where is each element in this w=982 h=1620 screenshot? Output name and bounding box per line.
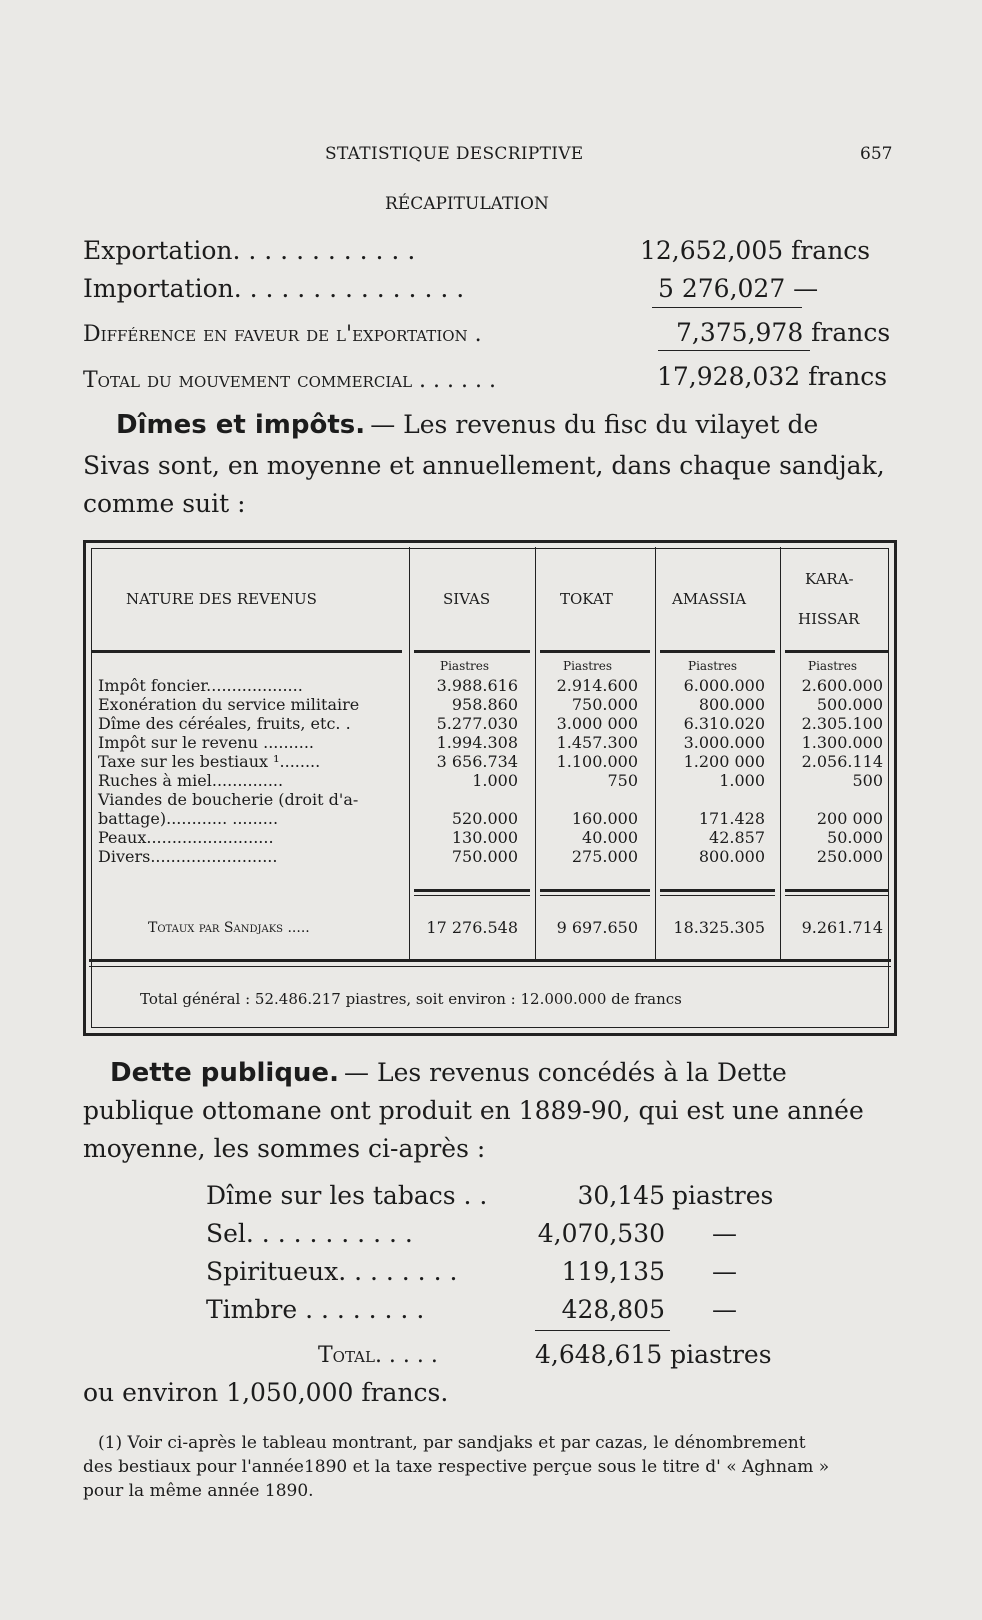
cell-amassia: 1.200 000 (683, 752, 765, 771)
cell-sivas: 958.860 (451, 695, 518, 714)
total-rule-kara-a (785, 889, 889, 892)
cell-amassia: 6.310.020 (683, 714, 765, 733)
cell-sivas: 3.988.616 (436, 676, 518, 695)
total-rule-tokat-a (540, 889, 650, 892)
footnote-line1: (1) Voir ci-après le tableau montrant, par sandjaks et par cazas, le dénombrement (98, 1433, 806, 1453)
grand-total: Total général : 52.486.217 piastres, soit environ : 12.000.000 de francs (140, 990, 682, 1008)
header-kara-line1: KARA- (805, 570, 854, 588)
cell-tokat: 2.914.600 (556, 676, 638, 695)
dette-line2: publique ottomane ont produit en 1889-90, qui est une année (83, 1096, 864, 1125)
dette-line1-text: — Les revenus concédés à la Dette (344, 1058, 787, 1087)
cell-tokat: 3.000 000 (556, 714, 638, 733)
cell-kara: 50.000 (827, 828, 883, 847)
grand-total-rule-top-thin (89, 966, 891, 967)
total-rule-kara-b (785, 895, 889, 896)
cell-kara: 500 (852, 771, 883, 790)
row-label: battage)............ ......... (98, 809, 279, 828)
cell-tokat: 160.000 (571, 809, 638, 828)
dimes-line2: Sivas sont, en moyenne et annuellement, dans chaque sandjak, (83, 451, 885, 480)
row-label: Taxe sur les bestiaux ¹........ (98, 752, 321, 771)
row-label: Exonération du service militaire (98, 695, 360, 714)
dette-total-label: Total. . . . . (318, 1343, 438, 1368)
dette-conclusion: ou environ 1,050,000 francs. (83, 1378, 449, 1407)
cell-amassia: 1.000 (719, 771, 765, 790)
cell-kara: 250.000 (816, 847, 883, 866)
dimes-line3: comme suit : (83, 489, 246, 518)
recap-export-value: 12,652,005 francs (640, 236, 871, 265)
cell-amassia: 171.428 (698, 809, 765, 828)
dette-row-label: Spiritueux. . . . . . . . (206, 1257, 458, 1286)
dette-row-value: 119,135 (561, 1257, 665, 1286)
recap-rule-2 (658, 350, 810, 351)
cell-sivas: 1.000 (472, 771, 518, 790)
dette-row-value: 30,145 (577, 1181, 665, 1210)
cell-tokat: 1.100.000 (556, 752, 638, 771)
cell-tokat: 1.457.300 (556, 733, 638, 752)
cell-tokat: 750 (607, 771, 638, 790)
header-amassia: AMASSIA (672, 590, 747, 608)
dette-heading: Dette publique. (110, 1058, 339, 1088)
total-kara: 9.261.714 (801, 918, 883, 937)
dette-paragraph-line1 (110, 1058, 787, 1088)
recap-title: RÉCAPITULATION (385, 194, 549, 214)
dette-row-unit: — (712, 1257, 737, 1286)
header-rule-amassia (660, 650, 775, 653)
header-nature: NATURE DES REVENUS (126, 590, 317, 608)
total-tokat: 9 697.650 (556, 918, 638, 937)
grand-total-rule-top (89, 959, 891, 962)
unit-amassia: Piastres (688, 659, 738, 673)
cell-kara: 200 000 (816, 809, 883, 828)
cell-amassia: 800.000 (698, 847, 765, 866)
header-rule-kara (785, 650, 889, 653)
dette-row-label: Dîme sur les tabacs . . (206, 1181, 488, 1210)
unit-tokat: Piastres (563, 659, 613, 673)
dette-row-label: Sel. . . . . . . . . . . (206, 1219, 413, 1248)
row-label: Divers......................... (98, 847, 278, 866)
dimes-heading: Dîmes et impôts. (116, 410, 366, 440)
recap-difference-value: 7,375,978 francs (676, 318, 891, 347)
cell-amassia: 6.000.000 (683, 676, 765, 695)
total-rule-amassia-a (660, 889, 775, 892)
cell-amassia: 42.857 (709, 828, 765, 847)
row-label: Ruches à miel.............. (98, 771, 284, 790)
recap-total-value: 17,928,032 francs (657, 362, 888, 391)
col-divider-2 (535, 547, 536, 959)
footnote-line3: pour la même année 1890. (83, 1481, 314, 1501)
total-sivas: 17 276.548 (426, 918, 518, 937)
cell-tokat: 750.000 (571, 695, 638, 714)
dette-row-unit: — (712, 1219, 737, 1248)
cell-sivas: 3 656.734 (436, 752, 518, 771)
cell-kara: 1.300.000 (801, 733, 883, 752)
row-label: Peaux......................... (98, 828, 274, 847)
dette-row-unit: piastres (672, 1181, 774, 1210)
header-tokat: TOKAT (560, 590, 613, 608)
cell-sivas: 750.000 (451, 847, 518, 866)
col-divider-1 (409, 547, 410, 959)
cell-sivas: 1.994.308 (436, 733, 518, 752)
total-rule-tokat-b (540, 895, 650, 896)
cell-kara: 2.056.114 (801, 752, 883, 771)
recap-import-label: Importation. . . . . . . . . . . . . . . (83, 274, 465, 303)
dette-row-value: 428,805 (561, 1295, 665, 1324)
row-label: Impôt foncier................... (98, 676, 303, 695)
cell-sivas: 130.000 (451, 828, 518, 847)
total-amassia: 18.325.305 (673, 918, 765, 937)
dette-row-unit: — (712, 1295, 737, 1324)
cell-amassia: 3.000.000 (683, 733, 765, 752)
header-rule-nature (92, 650, 402, 653)
dimes-line1-text: — Les revenus du fisc du vilayet de (370, 410, 819, 439)
totals-label: Totaux par Sandjaks ..... (148, 920, 310, 936)
row-label: Dîme des céréales, fruits, etc. . (98, 714, 351, 733)
footnote-line2: des bestiaux pour l'année1890 et la taxe respective perçue sous le titre d' « Aghnam » (83, 1457, 830, 1477)
header-kara-line2: HISSAR (798, 610, 860, 628)
dette-total-value: 4,648,615 piastres (535, 1340, 772, 1369)
recap-total-label: Total du mouvement commercial . . . . . . (83, 368, 496, 393)
page-header-title: STATISTIQUE DESCRIPTIVE (325, 144, 584, 164)
cell-kara: 2.600.000 (801, 676, 883, 695)
col-divider-4 (780, 547, 781, 959)
cell-amassia: 800.000 (698, 695, 765, 714)
dette-line3: moyenne, les sommes ci-après : (83, 1134, 486, 1163)
header-rule-sivas (414, 650, 530, 653)
recap-import-value: 5 276,027 — (658, 274, 819, 303)
cell-sivas: 5.277.030 (436, 714, 518, 733)
row-label: Viandes de boucherie (droit d'a- (98, 790, 359, 809)
dette-sum-rule (535, 1330, 670, 1331)
header-rule-tokat (540, 650, 650, 653)
total-rule-sivas-a (414, 889, 530, 892)
recap-difference-label: Différence en faveur de l'exportation . (83, 322, 482, 347)
header-sivas: SIVAS (443, 590, 491, 608)
page-number: 657 (860, 144, 893, 164)
unit-sivas: Piastres (440, 659, 490, 673)
dette-row-label: Timbre . . . . . . . . (206, 1295, 425, 1324)
dette-row-value: 4,070,530 (537, 1219, 665, 1248)
dimes-paragraph-line1 (116, 410, 818, 440)
cell-kara: 2.305.100 (801, 714, 883, 733)
total-rule-sivas-b (414, 895, 530, 896)
row-label: Impôt sur le revenu .......... (98, 733, 314, 752)
recap-export-label: Exportation. . . . . . . . . . . . (83, 236, 416, 265)
cell-kara: 500.000 (816, 695, 883, 714)
total-rule-amassia-b (660, 895, 775, 896)
cell-tokat: 40.000 (582, 828, 638, 847)
cell-sivas: 520.000 (451, 809, 518, 828)
cell-tokat: 275.000 (571, 847, 638, 866)
unit-kara: Piastres (808, 659, 858, 673)
col-divider-3 (655, 547, 656, 959)
recap-rule-1 (652, 307, 802, 308)
